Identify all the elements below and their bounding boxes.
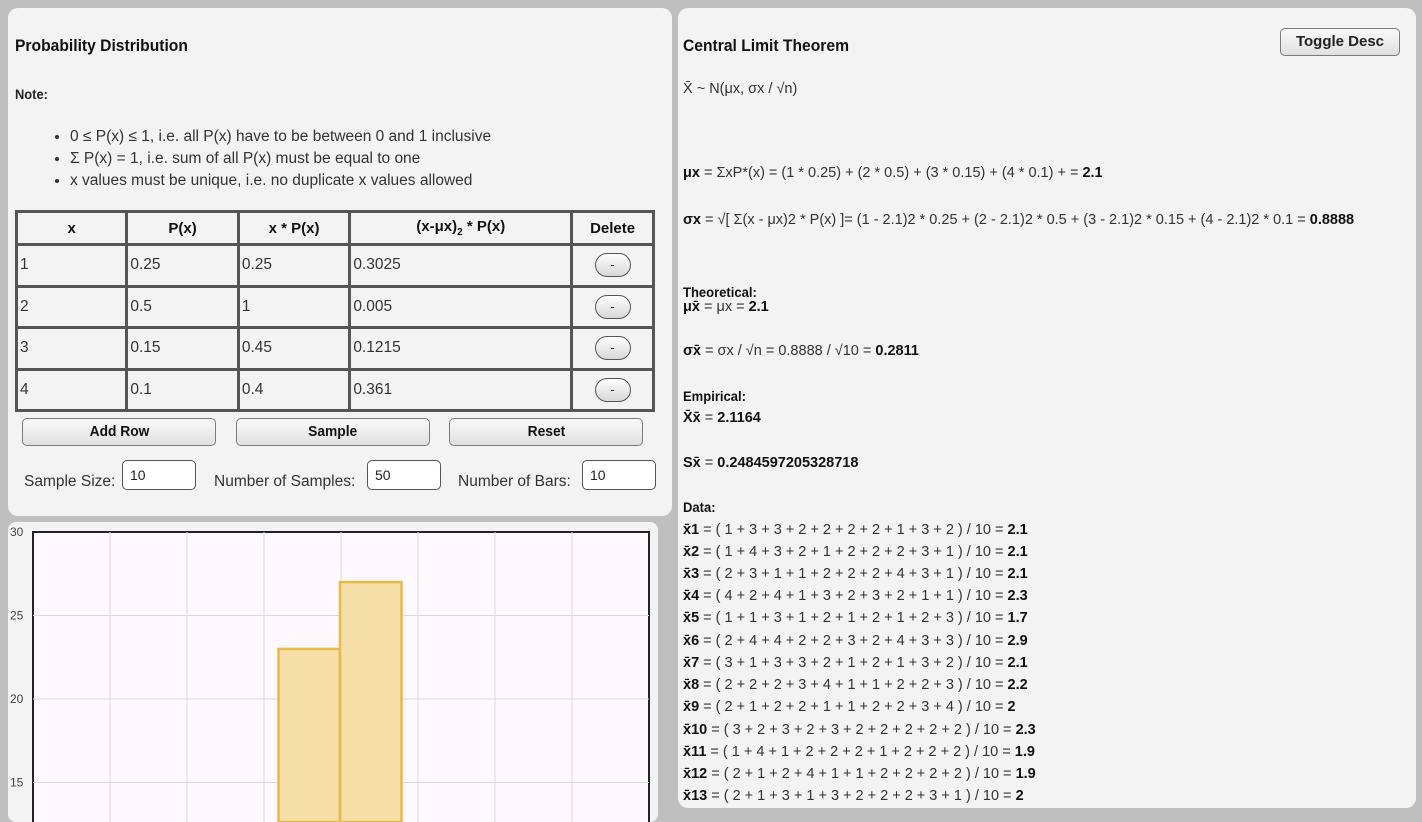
list-item: x̄2 = ( 1 + 4 + 3 + 2 + 1 + 2 + 2 + 2 + 3 + 1 ) / 10 = 2.1 <box>683 544 1028 560</box>
cell-delete <box>572 369 654 411</box>
clt-title: Central Limit Theorem <box>683 36 849 55</box>
num-bars-input[interactable]: 10 <box>582 460 656 490</box>
list-item: x̄8 = ( 2 + 2 + 2 + 3 + 4 + 1 + 1 + 2 + 2 + 3 ) / 10 = 2.2 <box>683 677 1028 693</box>
empirical-label: Empirical: <box>683 388 746 404</box>
sigma-x-line: σx = √[ Σ(x - μx)2 * P(x) ]= (1 - 2.1)2 * 0.25 + (2 - 2.1)2 * 0.5 + (3 - 2.1)2 * 0.15 + (4 - 2.1)2 * 0.1 = 0.8888 <box>683 212 1355 228</box>
list-item: x̄4 = ( 4 + 2 + 4 + 1 + 3 + 2 + 3 + 2 + 1 + 1 ) / 10 = 2.3 <box>683 588 1028 604</box>
cell-xpx: 0.4 <box>238 369 349 411</box>
cell-variance: 0.005 <box>350 286 572 328</box>
list-item: x̄3 = ( 2 + 3 + 1 + 1 + 2 + 2 + 2 + 4 + 3 + 1 ) / 10 = 2.1 <box>683 566 1028 582</box>
delete-row-button[interactable]: - <box>595 336 631 360</box>
cell-x[interactable]: 1 <box>17 245 127 287</box>
table-row <box>17 328 654 370</box>
mu-x-line: μx = ΣxP*(x) = (1 * 0.25) + (2 * 0.5) + (3 * 0.15) + (4 * 0.1) + = 2.1 <box>683 165 1103 181</box>
list-item: x̄11 = ( 1 + 4 + 1 + 2 + 2 + 2 + 1 + 2 + 2 + 2 ) / 10 = 1.9 <box>683 744 1035 760</box>
list-item: • x values must be unique, i.e. no duplicate x values allowed <box>70 170 491 192</box>
delete-row-button[interactable]: - <box>595 253 631 277</box>
y-tick-label: 30 <box>10 525 24 539</box>
header-variance: $(x-\mu x)_2 * P(x)$ <box>350 212 572 245</box>
cell-variance: 0.3025 <box>350 245 572 287</box>
cell-xpx: 0.45 <box>238 328 349 370</box>
reset-button[interactable]: Reset <box>449 418 643 446</box>
sigma-xbar-line: σx̄ = σx / √n = 0.8888 / √10 = 0.2811 <box>683 343 919 359</box>
table-header-row <box>17 212 654 245</box>
list-item: x̄6 = ( 2 + 4 + 4 + 2 + 2 + 3 + 2 + 4 + 3 + 3 ) / 10 = 2.9 <box>683 633 1028 649</box>
s-xbar-line: Sx̄ = 0.2484597205328718 <box>683 455 859 471</box>
sample-size-label: Sample Size: <box>24 473 116 490</box>
list-item: x̄10 = ( 3 + 2 + 3 + 2 + 3 + 2 + 2 + 2 + 2 + 2 ) / 10 = 2.3 <box>683 722 1036 738</box>
list-item: x̄7 = ( 3 + 1 + 3 + 3 + 2 + 1 + 2 + 1 + 3 + 2 ) / 10 = 2.1 <box>683 655 1028 671</box>
num-samples-label: Number of Samples: <box>214 473 356 490</box>
table-row <box>17 245 654 287</box>
list-item: x̄1 = ( 1 + 3 + 3 + 2 + 2 + 2 + 2 + 1 + 3 + 2 ) / 10 = 2.1 <box>683 522 1028 538</box>
header-px: P(x) <box>127 212 238 245</box>
header-xpx: x * P(x) <box>238 212 349 245</box>
delete-row-button[interactable]: - <box>595 295 631 319</box>
theoretical-label: Theoretical: <box>683 284 757 300</box>
cell-delete <box>572 286 654 328</box>
cell-variance: 0.361 <box>350 369 572 411</box>
num-bars-label: Number of Bars: <box>458 473 571 490</box>
y-tick-label: 25 <box>10 608 24 623</box>
probability-distribution-panel <box>8 8 672 516</box>
clt-formula: X̄ ~ N(μx, σx / √n) <box>683 81 798 97</box>
list-item: x̄13 = ( 2 + 1 + 3 + 1 + 3 + 2 + 2 + 2 + 3 + 1 ) / 10 = 2 <box>683 788 1024 804</box>
header-delete: Delete <box>572 212 654 245</box>
cell-x[interactable]: 3 <box>17 328 127 370</box>
list-item: • 0 ≤ P(x) ≤ 1, i.e. all P(x) have to be between 0 and 1 inclusive <box>70 126 491 148</box>
histogram-bar <box>279 649 341 822</box>
cell-px[interactable]: 0.15 <box>127 328 238 370</box>
xbar-xbar-line: X̄x̄ = 2.1164 <box>683 410 761 426</box>
panel-title: Probability Distribution <box>15 36 188 55</box>
add-row-button[interactable]: Add Row <box>22 418 216 446</box>
cell-x[interactable]: 2 <box>17 286 127 328</box>
header-x: x <box>17 212 127 245</box>
cell-delete <box>572 245 654 287</box>
y-tick-label: 15 <box>10 775 24 790</box>
cell-px[interactable]: 0.1 <box>127 369 238 411</box>
list-item: • Σ P(x) = 1, i.e. sum of all P(x) must be equal to one <box>70 148 491 170</box>
cell-delete <box>572 328 654 370</box>
cell-variance: 0.1215 <box>350 328 572 370</box>
central-limit-theorem-panel <box>678 8 1416 808</box>
cell-xpx: 0.25 <box>238 245 349 287</box>
note-label: Note: <box>15 86 48 102</box>
histogram-panel <box>8 522 658 822</box>
list-item: x̄12 = ( 2 + 1 + 2 + 4 + 1 + 1 + 2 + 2 + 2 + 2 ) / 10 = 1.9 <box>683 766 1036 782</box>
table-row <box>17 369 654 411</box>
list-item: x̄9 = ( 2 + 1 + 2 + 2 + 1 + 1 + 2 + 2 + 3 + 4 ) / 10 = 2 <box>683 699 1016 715</box>
toggle-desc-button[interactable]: Toggle Desc <box>1280 28 1400 56</box>
delete-row-button[interactable]: - <box>595 378 631 402</box>
cell-xpx: 1 <box>238 286 349 328</box>
histogram-chart <box>8 522 658 822</box>
mu-xbar-line: μx̄ = μx = 2.1 <box>683 299 769 315</box>
data-label: Data: <box>683 499 716 515</box>
cell-px[interactable]: 0.5 <box>127 286 238 328</box>
cell-px[interactable]: 0.25 <box>127 245 238 287</box>
sample-button[interactable]: Sample <box>236 418 430 446</box>
table-row <box>17 286 654 328</box>
sample-size-input[interactable]: 10 <box>122 460 196 490</box>
distribution-table <box>15 210 655 412</box>
notes-list <box>8 126 491 192</box>
histogram-bar <box>340 582 402 822</box>
list-item: x̄5 = ( 1 + 1 + 3 + 1 + 2 + 1 + 2 + 1 + 2 + 3 ) / 10 = 1.7 <box>683 610 1028 626</box>
y-tick-label: 20 <box>10 692 24 706</box>
cell-x[interactable]: 4 <box>17 369 127 411</box>
num-samples-input[interactable]: 50 <box>367 460 441 490</box>
